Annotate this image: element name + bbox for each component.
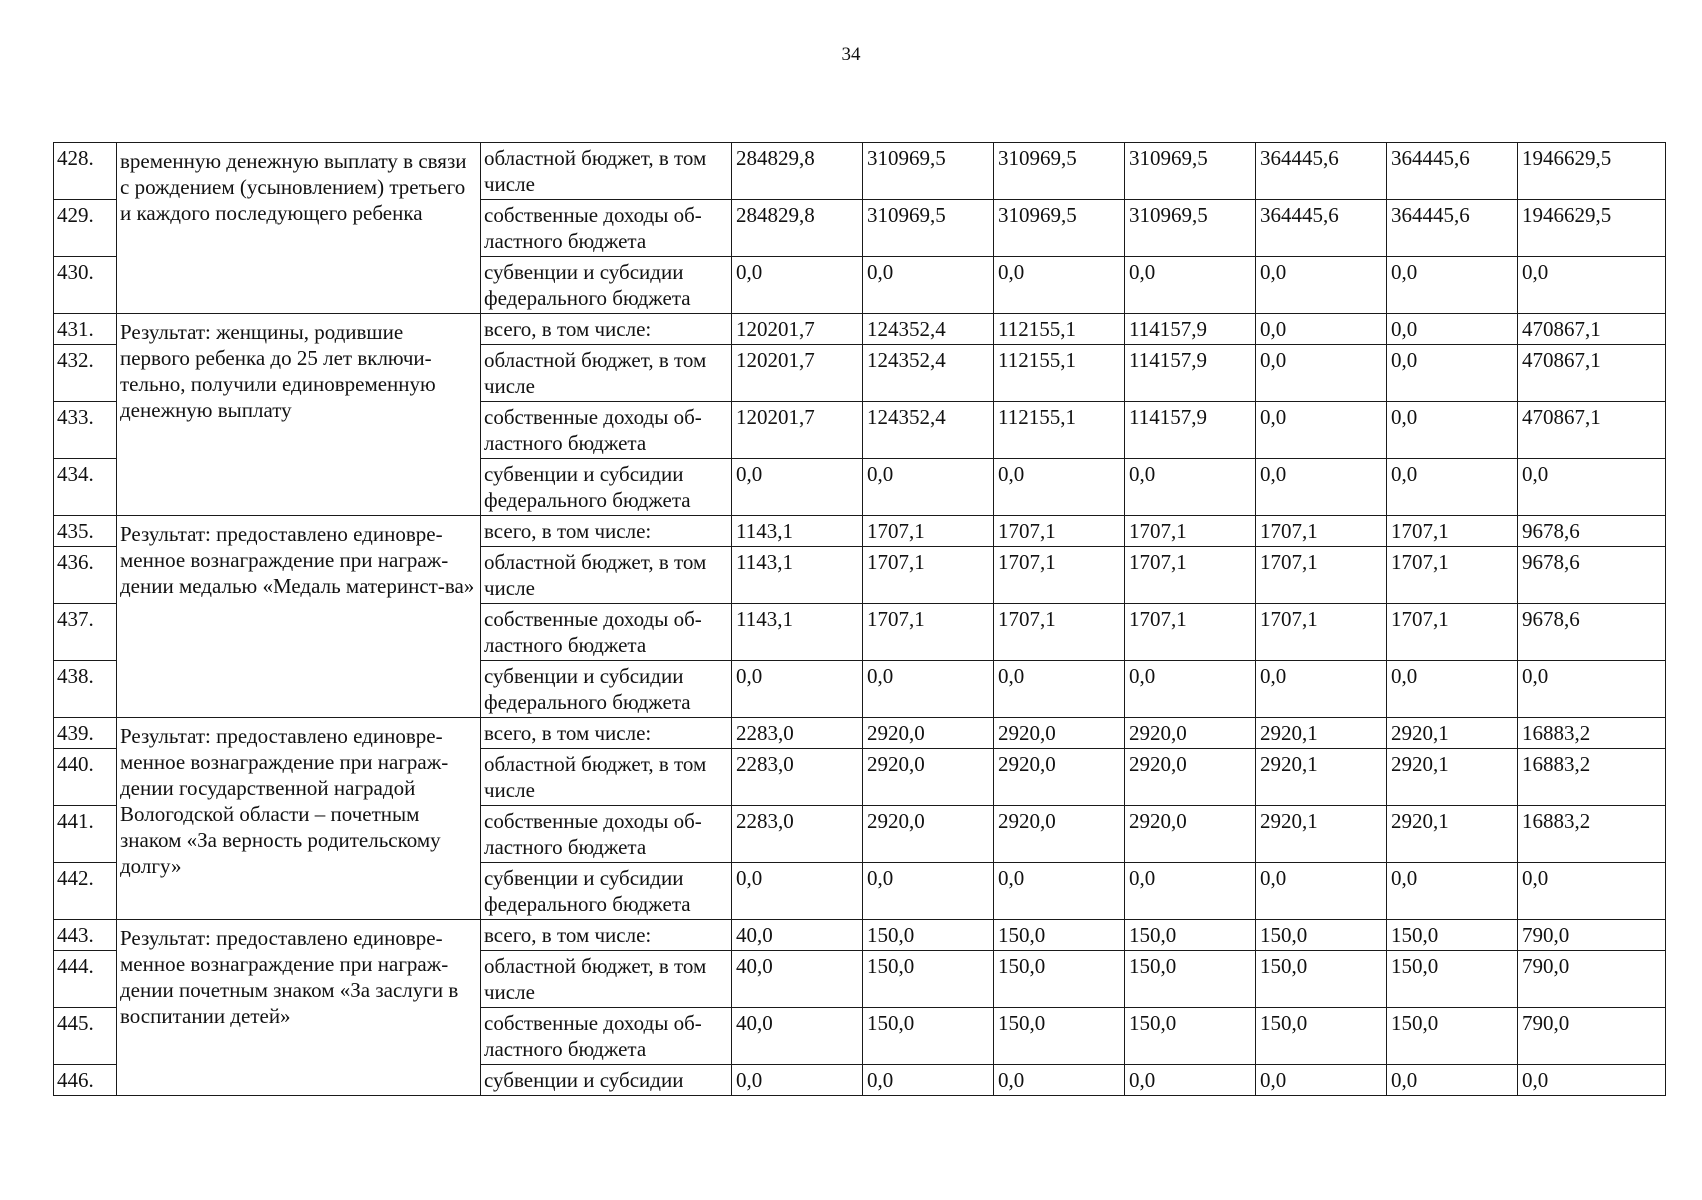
value-cell: 120201,7 (732, 402, 863, 459)
value-cell: 2283,0 (732, 718, 863, 749)
value-cell: 0,0 (994, 661, 1125, 718)
value-cell: 1707,1 (1387, 604, 1518, 661)
value-cell: 0,0 (1256, 314, 1387, 345)
value-cell: 0,0 (732, 863, 863, 920)
funding-source-line: собственные доходы об- (484, 809, 702, 833)
row-number: 442. (54, 863, 117, 920)
value-cell: 0,0 (1256, 402, 1387, 459)
value-cell: 2920,0 (863, 718, 994, 749)
funding-source (481, 1065, 732, 1096)
value-cell-total: 0,0 (1518, 257, 1666, 314)
value-cell: 150,0 (863, 1008, 994, 1065)
funding-source-line: субвенции и субсидии (484, 462, 684, 486)
funding-source-line: всего, в том числе: (484, 317, 652, 341)
value-cell: 2920,1 (1387, 806, 1518, 863)
funding-source-line: ластного бюджета (484, 1037, 647, 1061)
value-cell-total: 16883,2 (1518, 806, 1666, 863)
funding-source-line: областной бюджет, в том (484, 146, 707, 170)
value-cell: 2920,0 (994, 749, 1125, 806)
value-cell-total: 16883,2 (1518, 718, 1666, 749)
value-cell: 0,0 (1387, 661, 1518, 718)
value-cell: 124352,4 (863, 402, 994, 459)
value-cell: 0,0 (1125, 661, 1256, 718)
row-number: 434. (54, 459, 117, 516)
value-cell: 150,0 (1387, 920, 1518, 951)
funding-source (481, 402, 732, 459)
value-cell: 310969,5 (1125, 143, 1256, 200)
value-cell: 2920,1 (1256, 749, 1387, 806)
value-cell: 2920,0 (1125, 749, 1256, 806)
value-cell: 0,0 (863, 459, 994, 516)
value-cell: 0,0 (1125, 863, 1256, 920)
value-cell: 124352,4 (863, 314, 994, 345)
value-cell: 0,0 (863, 661, 994, 718)
value-cell: 1707,1 (1256, 547, 1387, 604)
funding-source (481, 345, 732, 402)
value-cell: 150,0 (1125, 920, 1256, 951)
value-cell-total: 790,0 (1518, 951, 1666, 1008)
funding-source-line: всего, в том числе: (484, 923, 652, 947)
value-cell-total: 470867,1 (1518, 402, 1666, 459)
table-row (54, 516, 1666, 547)
value-cell: 1707,1 (1387, 516, 1518, 547)
value-cell-total: 9678,6 (1518, 516, 1666, 547)
funding-source (481, 459, 732, 516)
value-cell-total: 470867,1 (1518, 345, 1666, 402)
table-row (54, 314, 1666, 345)
value-cell: 2920,1 (1387, 749, 1518, 806)
value-cell: 0,0 (1256, 863, 1387, 920)
value-cell: 0,0 (1256, 345, 1387, 402)
value-cell: 0,0 (1256, 257, 1387, 314)
value-cell: 310969,5 (994, 200, 1125, 257)
value-cell: 0,0 (1125, 1065, 1256, 1096)
funding-source-line: ластного бюджета (484, 431, 647, 455)
row-number: 437. (54, 604, 117, 661)
funding-source (481, 806, 732, 863)
value-cell: 40,0 (732, 951, 863, 1008)
value-cell: 0,0 (994, 459, 1125, 516)
value-cell: 0,0 (1125, 459, 1256, 516)
value-cell-total: 790,0 (1518, 920, 1666, 951)
funding-source-line: собственные доходы об- (484, 607, 702, 631)
funding-source (481, 661, 732, 718)
value-cell: 0,0 (863, 863, 994, 920)
value-cell: 1707,1 (1256, 604, 1387, 661)
value-cell-total: 470867,1 (1518, 314, 1666, 345)
table-body (54, 143, 1666, 1096)
value-cell: 2920,1 (1256, 718, 1387, 749)
value-cell: 1707,1 (1125, 516, 1256, 547)
row-number: 430. (54, 257, 117, 314)
row-number: 441. (54, 806, 117, 863)
value-cell: 120201,7 (732, 314, 863, 345)
table-row (54, 718, 1666, 749)
value-cell: 284829,8 (732, 200, 863, 257)
value-cell: 120201,7 (732, 345, 863, 402)
result-description: Результат: предоставлено единовре-менное вознаграждение при награж-дении почетным знаком «За заслуги в воспитании детей» (117, 920, 481, 1096)
funding-source-line: собственные доходы об- (484, 405, 702, 429)
row-number: 432. (54, 345, 117, 402)
funding-source (481, 257, 732, 314)
value-cell-total: 0,0 (1518, 459, 1666, 516)
funding-source-line: собственные доходы об- (484, 1011, 702, 1035)
funding-source-line: федерального бюджета (484, 892, 691, 916)
row-number: 429. (54, 200, 117, 257)
value-cell: 1707,1 (994, 547, 1125, 604)
funding-source (481, 1008, 732, 1065)
value-cell: 364445,6 (1256, 200, 1387, 257)
value-cell-total: 790,0 (1518, 1008, 1666, 1065)
table-row (54, 920, 1666, 951)
funding-source-line: всего, в том числе: (484, 519, 652, 543)
value-cell: 1707,1 (863, 547, 994, 604)
value-cell: 0,0 (1387, 402, 1518, 459)
value-cell: 0,0 (1387, 345, 1518, 402)
value-cell: 150,0 (994, 951, 1125, 1008)
row-number: 444. (54, 951, 117, 1008)
row-number: 436. (54, 547, 117, 604)
funding-source-line: федерального бюджета (484, 690, 691, 714)
value-cell: 0,0 (863, 1065, 994, 1096)
value-cell: 2920,1 (1387, 718, 1518, 749)
value-cell: 150,0 (1387, 1008, 1518, 1065)
value-cell-total: 0,0 (1518, 661, 1666, 718)
budget-table (53, 142, 1666, 1096)
result-description: Результат: предоставлено единовре-менное вознаграждение при награж-дении медалью «Медаль материнст-ва» (117, 516, 481, 718)
value-cell: 364445,6 (1256, 143, 1387, 200)
value-cell: 150,0 (1256, 920, 1387, 951)
value-cell: 2920,1 (1256, 806, 1387, 863)
value-cell: 2920,0 (863, 806, 994, 863)
value-cell: 2920,0 (1125, 718, 1256, 749)
value-cell: 150,0 (994, 920, 1125, 951)
result-description: Результат: предоставлено единовре-менное вознаграждение при награж-дении государственной наградой Вологодской области – почетным знаком «За верность родительскому долгу» (117, 718, 481, 920)
value-cell-total: 9678,6 (1518, 547, 1666, 604)
value-cell: 150,0 (1125, 951, 1256, 1008)
value-cell: 0,0 (1125, 257, 1256, 314)
value-cell: 40,0 (732, 1008, 863, 1065)
value-cell: 150,0 (1387, 951, 1518, 1008)
row-number: 435. (54, 516, 117, 547)
value-cell: 112155,1 (994, 314, 1125, 345)
funding-source (481, 143, 732, 200)
value-cell: 0,0 (1387, 257, 1518, 314)
funding-source-line: субвенции и субсидии (484, 866, 684, 890)
funding-source-line: областной бюджет, в том (484, 954, 707, 978)
funding-source-line: ластного бюджета (484, 835, 647, 859)
funding-source-line: числе (484, 374, 535, 398)
value-cell: 0,0 (1256, 661, 1387, 718)
value-cell: 0,0 (1387, 863, 1518, 920)
value-cell: 310969,5 (863, 200, 994, 257)
value-cell: 364445,6 (1387, 143, 1518, 200)
value-cell: 0,0 (732, 661, 863, 718)
value-cell-total: 1946629,5 (1518, 143, 1666, 200)
value-cell: 0,0 (1256, 1065, 1387, 1096)
row-number: 446. (54, 1065, 117, 1096)
value-cell: 364445,6 (1387, 200, 1518, 257)
value-cell: 112155,1 (994, 345, 1125, 402)
value-cell: 150,0 (863, 920, 994, 951)
funding-source-line: областной бюджет, в том (484, 348, 707, 372)
funding-source (481, 604, 732, 661)
value-cell: 0,0 (1387, 314, 1518, 345)
funding-source (481, 200, 732, 257)
value-cell: 2920,0 (994, 806, 1125, 863)
row-number: 440. (54, 749, 117, 806)
funding-source (481, 920, 732, 951)
funding-source-line: всего, в том числе: (484, 721, 652, 745)
value-cell: 150,0 (863, 951, 994, 1008)
row-number: 433. (54, 402, 117, 459)
funding-source-line: субвенции и субсидии (484, 260, 684, 284)
row-number: 431. (54, 314, 117, 345)
value-cell: 2920,0 (994, 718, 1125, 749)
funding-source-line: областной бюджет, в том (484, 752, 707, 776)
value-cell: 1707,1 (994, 516, 1125, 547)
value-cell: 0,0 (994, 257, 1125, 314)
row-number: 445. (54, 1008, 117, 1065)
value-cell: 0,0 (732, 257, 863, 314)
value-cell: 2920,0 (863, 749, 994, 806)
funding-source (481, 749, 732, 806)
funding-source-line: числе (484, 980, 535, 1004)
value-cell: 40,0 (732, 920, 863, 951)
value-cell-total: 9678,6 (1518, 604, 1666, 661)
funding-source (481, 863, 732, 920)
value-cell-total: 0,0 (1518, 1065, 1666, 1096)
value-cell: 0,0 (1256, 459, 1387, 516)
row-number: 438. (54, 661, 117, 718)
funding-source-line: федерального бюджета (484, 286, 691, 310)
value-cell-total: 0,0 (1518, 863, 1666, 920)
value-cell: 1707,1 (994, 604, 1125, 661)
value-cell: 1707,1 (1125, 547, 1256, 604)
value-cell: 0,0 (732, 459, 863, 516)
funding-source-line: субвенции и субсидии (484, 1068, 684, 1092)
row-number: 439. (54, 718, 117, 749)
funding-source-line: субвенции и субсидии (484, 664, 684, 688)
value-cell: 0,0 (1387, 459, 1518, 516)
funding-source (481, 547, 732, 604)
value-cell: 114157,9 (1125, 402, 1256, 459)
funding-source (481, 718, 732, 749)
funding-source (481, 516, 732, 547)
result-description: временную денежную выплату в связи с рождением (усыновлением) третьего и каждого последующего ребенка (117, 143, 481, 314)
page-number: 34 (841, 44, 861, 65)
value-cell: 2920,0 (1125, 806, 1256, 863)
value-cell: 0,0 (994, 863, 1125, 920)
funding-source (481, 951, 732, 1008)
funding-source-line: федерального бюджета (484, 488, 691, 512)
value-cell: 0,0 (732, 1065, 863, 1096)
value-cell: 1143,1 (732, 604, 863, 661)
value-cell: 2283,0 (732, 806, 863, 863)
value-cell: 150,0 (1256, 951, 1387, 1008)
funding-source-line: числе (484, 778, 535, 802)
value-cell: 0,0 (1387, 1065, 1518, 1096)
value-cell: 114157,9 (1125, 345, 1256, 402)
value-cell: 310969,5 (863, 143, 994, 200)
row-number: 443. (54, 920, 117, 951)
table-row (54, 143, 1666, 200)
value-cell: 1707,1 (1256, 516, 1387, 547)
value-cell: 112155,1 (994, 402, 1125, 459)
value-cell-total: 16883,2 (1518, 749, 1666, 806)
value-cell: 0,0 (994, 1065, 1125, 1096)
value-cell: 114157,9 (1125, 314, 1256, 345)
value-cell: 1707,1 (863, 604, 994, 661)
result-description: Результат: женщины, родившие первого ребенка до 25 лет включи-тельно, получили единовременную денежную выплату (117, 314, 481, 516)
funding-source-line: числе (484, 576, 535, 600)
value-cell: 150,0 (994, 1008, 1125, 1065)
value-cell: 310969,5 (994, 143, 1125, 200)
funding-source-line: ластного бюджета (484, 229, 647, 253)
funding-source-line: областной бюджет, в том (484, 550, 707, 574)
row-number: 428. (54, 143, 117, 200)
funding-source-line: числе (484, 172, 535, 196)
value-cell: 2283,0 (732, 749, 863, 806)
value-cell: 0,0 (863, 257, 994, 314)
value-cell: 310969,5 (1125, 200, 1256, 257)
value-cell: 1707,1 (863, 516, 994, 547)
funding-source-line: собственные доходы об- (484, 203, 702, 227)
funding-source (481, 314, 732, 345)
value-cell: 284829,8 (732, 143, 863, 200)
value-cell: 124352,4 (863, 345, 994, 402)
value-cell: 150,0 (1125, 1008, 1256, 1065)
value-cell: 1707,1 (1387, 547, 1518, 604)
funding-source-line: ластного бюджета (484, 633, 647, 657)
value-cell: 1143,1 (732, 516, 863, 547)
value-cell: 150,0 (1256, 1008, 1387, 1065)
value-cell-total: 1946629,5 (1518, 200, 1666, 257)
value-cell: 1707,1 (1125, 604, 1256, 661)
value-cell: 1143,1 (732, 547, 863, 604)
